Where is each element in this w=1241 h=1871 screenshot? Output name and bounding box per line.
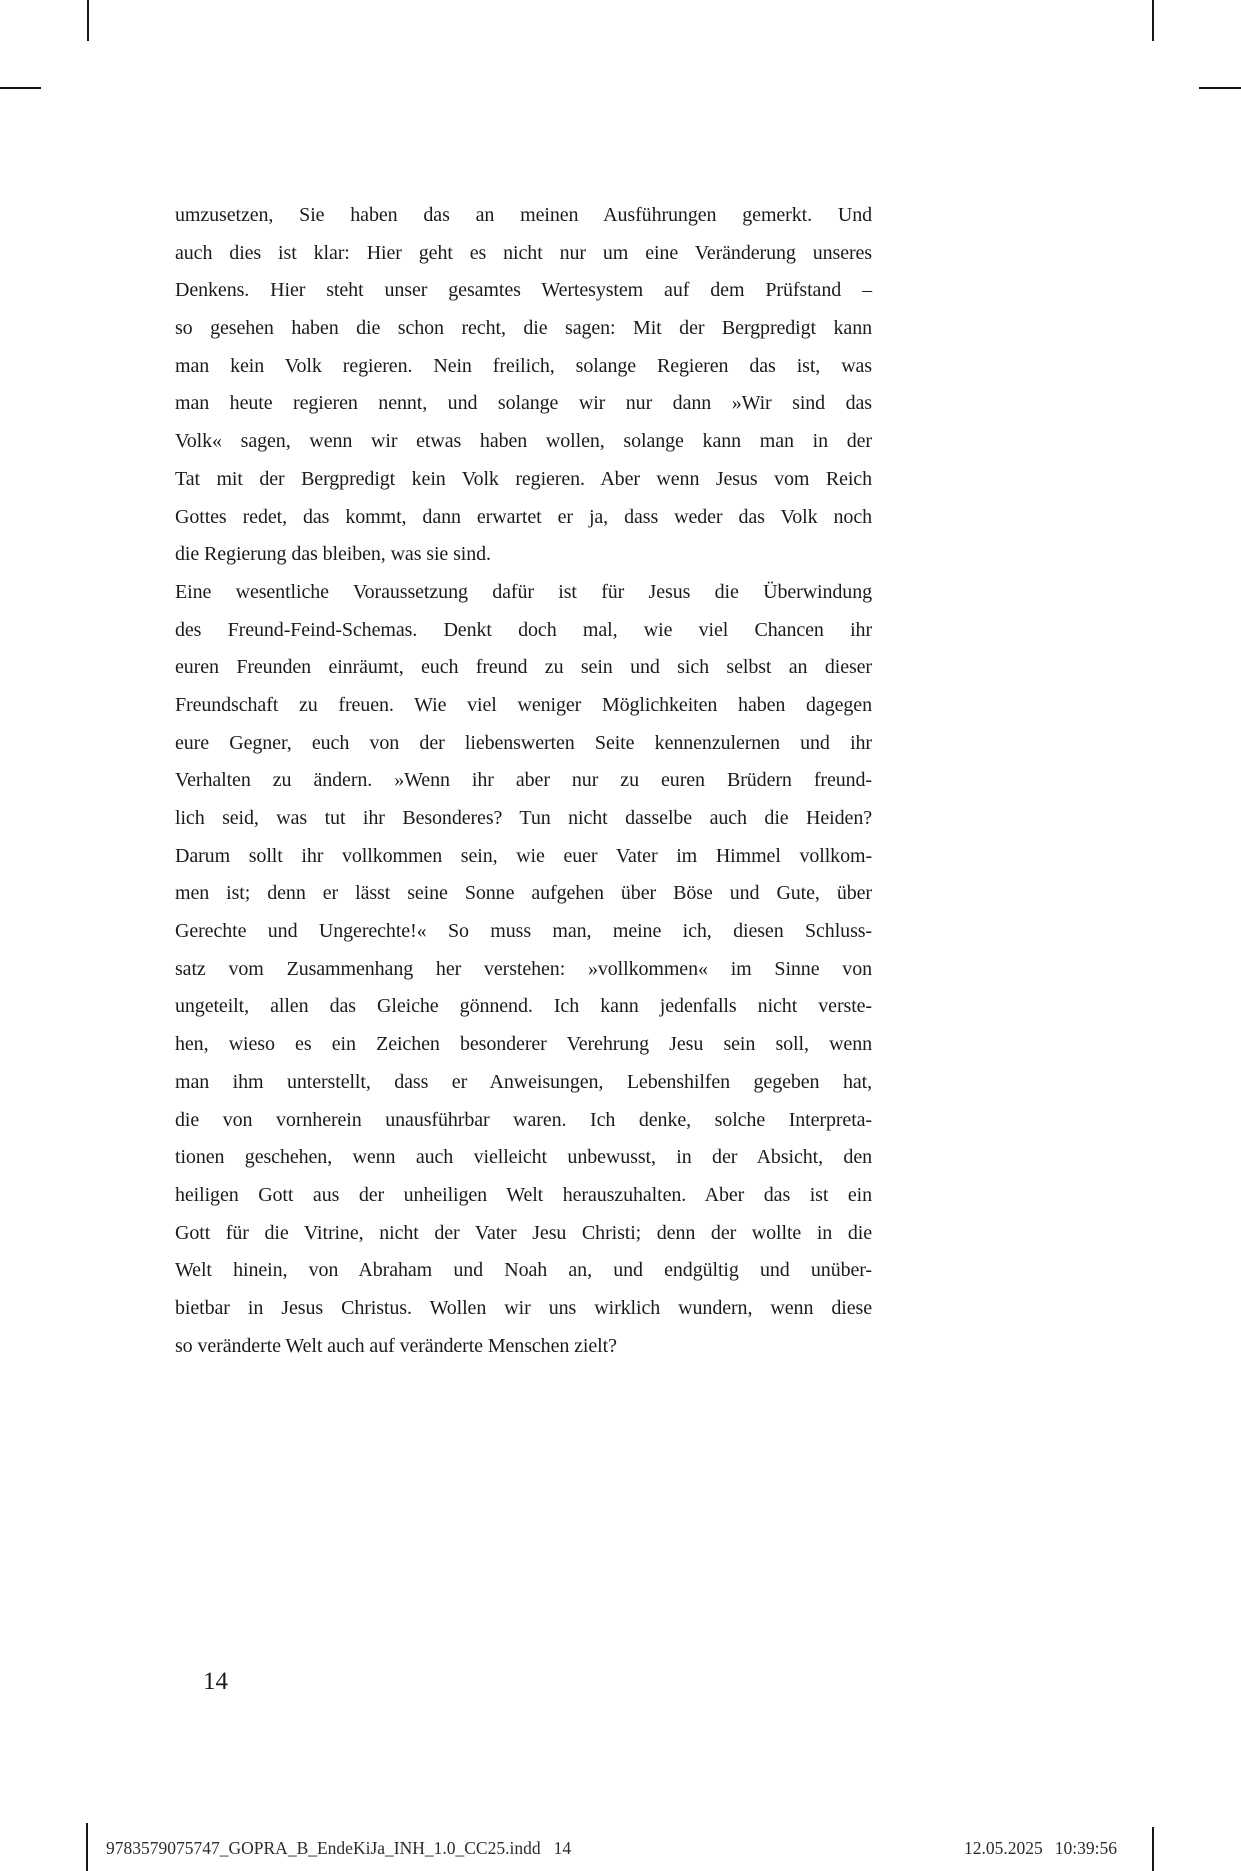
slug-page-ref: 14 <box>553 1838 572 1858</box>
text-line: eure Gegner, euch von der liebenswerten Seite kennenzulernen und ihr <box>175 731 872 754</box>
page-number: 14 <box>203 1668 228 1695</box>
text-line: Gottes redet, das kommt, dann erwartet er ja, dass weder das Volk noch <box>175 505 872 528</box>
text-line: Gott für die Vitrine, nicht der Vater Jesu Christi; denn der wollte in die <box>175 1221 872 1244</box>
text-line: bietbar in Jesus Christus. Wollen wir uns wirklich wundern, wenn diese <box>175 1296 872 1319</box>
slug-document-name: 9783579075747_GOPRA_B_EndeKiJa_INH_1.0_CC25.indd <box>106 1838 541 1858</box>
crop-mark-bottom-right-vertical <box>1152 1827 1154 1871</box>
slug-gap <box>1043 1838 1055 1859</box>
text-line: satz vom Zusammenhang her verstehen: »vollkommen« im Sinne von <box>175 957 872 980</box>
text-line: men ist; denn er lässt seine Sonne aufgehen über Böse und Gute, über <box>175 882 872 905</box>
slug-datetime-group <box>964 1838 1117 1859</box>
text-line: Denkens. Hier steht unser gesamtes Wertesystem auf dem Prüfstand – <box>175 279 872 302</box>
text-line: so veränderte Welt auch auf veränderte Menschen zielt? <box>175 1334 617 1357</box>
text-line: Verhalten zu ändern. »Wenn ihr aber nur zu euren Brüdern freund- <box>175 769 872 792</box>
text-line: man kein Volk regieren. Nein freilich, solange Regieren das ist, was <box>175 354 872 377</box>
text-line: die Regierung das bleiben, was sie sind. <box>175 543 491 566</box>
text-line: lich seid, was tut ihr Besonderes? Tun nicht dasselbe auch die Heiden? <box>175 807 872 829</box>
text-line: tionen geschehen, wenn auch vielleicht unbewusst, in der Absicht, den <box>175 1146 872 1169</box>
text-line: Freundschaft zu freuen. Wie viel weniger Möglichkeiten haben dagegen <box>175 693 872 716</box>
text-line: Volk« sagen, wenn wir etwas haben wollen, solange kann man in der <box>175 430 872 453</box>
crop-mark-top-right-horizontal <box>1199 87 1241 89</box>
text-line: ungeteilt, allen das Gleiche gönnend. Ich kann jedenfalls nicht verste- <box>175 995 872 1018</box>
crop-mark-top-left-vertical <box>87 0 89 41</box>
text-line: die von vornherein unausführbar waren. Ich denke, solche Interpreta- <box>175 1108 872 1131</box>
text-line: man heute regieren nennt, und solange wir nur dann »Wir sind das <box>175 392 872 415</box>
crop-mark-top-left-horizontal <box>0 87 41 89</box>
slug-line <box>106 1838 1117 1859</box>
text-line: Eine wesentliche Voraussetzung dafür ist für Jesus die Überwindung <box>175 580 872 603</box>
text-line: Gerechte und Ungerechte!« So muss man, meine ich, diesen Schluss- <box>175 920 872 943</box>
text-line: euren Freunden einräumt, euch freund zu sein und sich selbst an dieser <box>175 656 872 679</box>
body-text <box>175 197 872 1365</box>
text-line: umzusetzen, Sie haben das an meinen Ausführungen gemerkt. Und <box>175 204 872 226</box>
text-line: so gesehen haben die schon recht, die sagen: Mit der Bergpredigt kann <box>175 317 872 340</box>
crop-mark-top-right-vertical <box>1152 0 1154 41</box>
text-line: hen, wieso es ein Zeichen besonderer Verehrung Jesu sein soll, wenn <box>175 1033 872 1056</box>
crop-mark-bottom-left-vertical <box>86 1823 88 1871</box>
text-line: man ihm unterstellt, dass er Anweisungen, Lebenshilfen gegeben hat, <box>175 1070 872 1093</box>
slug-file-group <box>106 1838 571 1859</box>
text-line: des Freund-Feind-Schemas. Denkt doch mal, wie viel Chancen ihr <box>175 618 872 641</box>
slug-gap <box>541 1838 554 1859</box>
text-line: Darum sollt ihr vollkommen sein, wie euer Vater im Himmel vollkom- <box>175 844 872 867</box>
slug-date: 12.05.2025 <box>964 1838 1043 1858</box>
text-line: Tat mit der Bergpredigt kein Volk regieren. Aber wenn Jesus vom Reich <box>175 467 872 490</box>
text-line: auch dies ist klar: Hier geht es nicht nur um eine Veränderung unseres <box>175 241 872 264</box>
text-line: Welt hinein, von Abraham und Noah an, und endgültig und unüber- <box>175 1259 872 1282</box>
text-line: heiligen Gott aus der unheiligen Welt herauszuhalten. Aber das ist ein <box>175 1183 872 1206</box>
slug-time: 10:39:56 <box>1054 1838 1117 1858</box>
